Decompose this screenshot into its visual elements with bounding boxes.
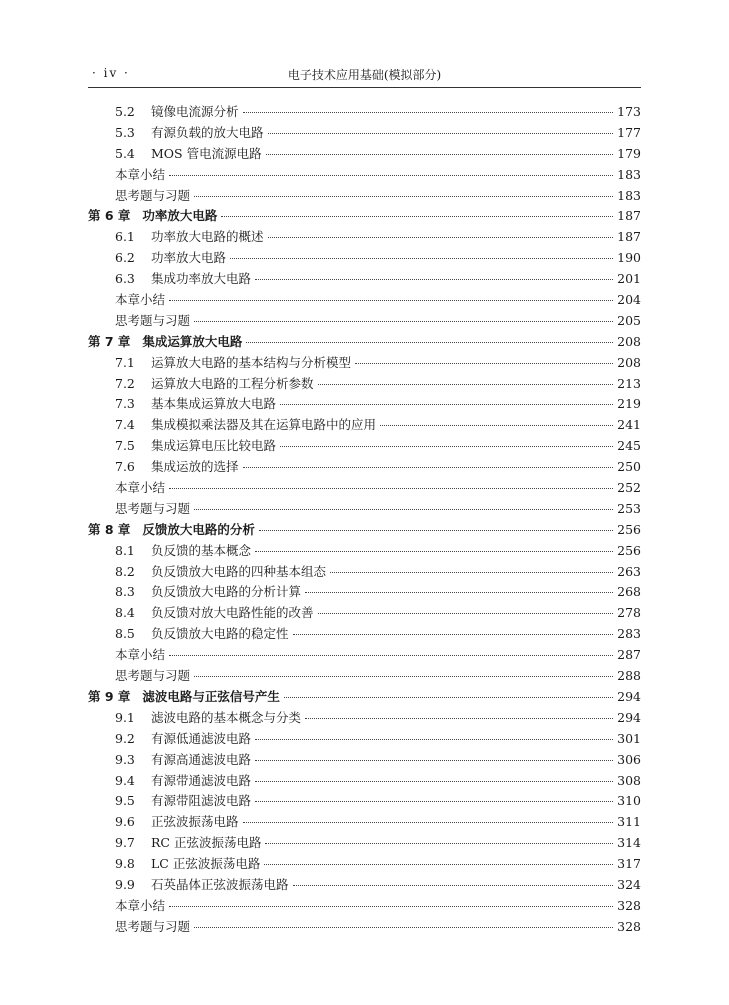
toc-entry-number: 5.4 [115, 145, 135, 161]
dot-leader [280, 404, 613, 405]
toc-entry-title: 滤波电路与正弦信号产生 [142, 688, 280, 704]
toc-entry-title: 集成运算电压比较电路 [151, 438, 277, 454]
toc-entry-page: 278 [617, 605, 641, 621]
dot-leader [255, 551, 613, 552]
dot-leader [318, 384, 614, 385]
toc-entry-page: 324 [617, 876, 641, 892]
toc-entry-title: 反馈放大电路的分析 [142, 521, 255, 537]
toc-summary-entry[interactable] [88, 917, 641, 938]
dot-leader [305, 718, 613, 719]
toc-section-entry[interactable] [88, 374, 641, 395]
toc-entry-page: 245 [617, 438, 641, 454]
toc-section-entry[interactable] [88, 562, 641, 583]
dot-leader [243, 467, 614, 468]
toc-entry-title: 思考题与习题 [115, 187, 191, 203]
toc-summary-entry[interactable] [88, 896, 641, 917]
toc-entry-title: 有源带通滤波电路 [151, 772, 252, 788]
toc-entry-page: 288 [617, 668, 641, 684]
toc-entry-page: 256 [617, 542, 641, 558]
toc-section-entry[interactable] [88, 102, 641, 123]
dot-leader [268, 237, 614, 238]
toc-entry-page: 308 [617, 772, 641, 788]
dot-leader [284, 697, 613, 698]
toc-entry-number: 5.2 [115, 104, 135, 119]
toc-entry-title: LC 正弦波振荡电路 [151, 856, 261, 872]
toc-section-entry[interactable] [88, 541, 641, 562]
toc-entry-page: 328 [617, 897, 641, 913]
toc-entry-title: 运算放大电路的基本结构与分析模型 [151, 354, 352, 370]
toc-entry-title: 有源低通滤波电路 [151, 730, 252, 746]
toc-entry-title: 功率放大电路 [151, 250, 227, 266]
dot-leader [221, 216, 613, 217]
dot-leader [169, 300, 613, 301]
toc-entry-page: 311 [617, 814, 641, 830]
dot-leader [380, 425, 613, 426]
toc-summary-entry[interactable] [88, 478, 641, 499]
toc-entry-page: 268 [617, 584, 641, 600]
toc-section-entry[interactable] [88, 415, 641, 436]
toc-entry-page: 294 [617, 688, 641, 704]
toc-summary-entry[interactable] [88, 666, 641, 687]
toc-entry-page: 179 [617, 145, 641, 161]
dot-leader [194, 927, 613, 928]
toc-entry-page: 173 [617, 104, 641, 119]
toc-entry-number: 8.1 [115, 542, 135, 558]
toc-entry-title: 思考题与习题 [115, 500, 191, 516]
toc-entry-number: 8.5 [115, 626, 135, 642]
dot-leader [255, 781, 613, 782]
toc-entry-title: 本章小结 [115, 897, 166, 913]
toc-entry-number: 7.6 [115, 459, 135, 475]
toc-entry-title: 有源高通滤波电路 [151, 751, 252, 767]
toc-entry-page: 183 [617, 187, 641, 203]
toc-entry-title: 本章小结 [115, 480, 166, 496]
toc-entry-title: 滤波电路的基本概念与分类 [151, 709, 302, 725]
toc-entry-number: 7.2 [115, 375, 135, 391]
toc-entry-title: 本章小结 [115, 166, 166, 182]
toc-entry-page: 213 [617, 375, 641, 391]
toc-section-entry[interactable] [88, 708, 641, 729]
running-header [88, 64, 641, 86]
toc-section-entry[interactable] [88, 394, 641, 415]
dot-leader [355, 363, 613, 364]
toc-entry-number: 9.6 [115, 814, 135, 830]
toc-chapter-entry[interactable] [88, 206, 641, 227]
toc-entry-number: 8.2 [115, 563, 135, 579]
toc-section-entry[interactable] [88, 582, 641, 603]
dot-leader [293, 885, 614, 886]
toc-entry-number: 8.4 [115, 605, 135, 621]
dot-leader [194, 676, 613, 677]
toc-entry-number: 6.1 [115, 229, 135, 245]
dot-leader [280, 446, 613, 447]
toc-entry-title: 本章小结 [115, 292, 166, 308]
toc-entry-page: 310 [617, 793, 641, 809]
toc-entry-title: 集成运算放大电路 [142, 333, 243, 349]
toc-section-entry[interactable] [88, 144, 641, 165]
toc-entry-number: 9.2 [115, 730, 135, 746]
toc-entry-number: 8.3 [115, 584, 135, 600]
toc-entry-title: 正弦波振荡电路 [151, 814, 239, 830]
toc-section-entry[interactable] [88, 123, 641, 144]
toc-entry-title: 有源带阻滤波电路 [151, 793, 252, 809]
toc-summary-entry[interactable] [88, 311, 641, 332]
header-rule [88, 87, 641, 88]
toc-entry-page: 253 [617, 500, 641, 516]
toc-entry-page: 287 [617, 647, 641, 663]
toc-entry-number: 6.3 [115, 271, 135, 287]
toc-entry-page: 201 [617, 271, 641, 287]
toc-section-entry[interactable] [88, 875, 641, 896]
toc-entry-page: 187 [617, 229, 641, 245]
toc-chapter-entry[interactable] [88, 520, 641, 541]
dot-leader [243, 822, 614, 823]
toc-section-entry[interactable] [88, 833, 641, 854]
book-title: 电子技术应用基础(模拟部分) [287, 68, 442, 82]
dot-leader [255, 739, 613, 740]
toc-summary-entry[interactable] [88, 499, 641, 520]
toc-entry-title: 基本集成运算放大电路 [151, 396, 277, 412]
toc-entry-number: 第 7 章 [88, 333, 131, 349]
toc-chapter-entry[interactable] [88, 332, 641, 353]
dot-leader [230, 258, 613, 259]
toc-section-entry[interactable] [88, 353, 641, 374]
toc-entry-page: 177 [617, 124, 641, 140]
toc-entry-title: 运算放大电路的工程分析参数 [151, 375, 314, 391]
toc-entry-title: 负反馈放大电路的四种基本组态 [151, 563, 327, 579]
toc-entry-title: 镜像电流源分析 [151, 104, 239, 119]
dot-leader [169, 906, 613, 907]
dot-leader [169, 655, 613, 656]
toc-entry-number: 6.2 [115, 250, 135, 266]
dot-leader [330, 572, 613, 573]
toc-section-entry[interactable] [88, 269, 641, 290]
toc-entry-page: 208 [617, 333, 641, 349]
toc-entry-page: 301 [617, 730, 641, 746]
toc-entry-title: 负反馈放大电路的稳定性 [151, 626, 289, 642]
toc-entry-number: 9.4 [115, 772, 135, 788]
toc-summary-entry[interactable] [88, 186, 641, 207]
toc-entry-page: 314 [617, 835, 641, 851]
toc-entry-number: 7.3 [115, 396, 135, 412]
toc-section-entry[interactable] [88, 227, 641, 248]
toc-section-entry[interactable] [88, 436, 641, 457]
toc-section-entry[interactable] [88, 603, 641, 624]
toc-entry-number: 第 9 章 [88, 688, 131, 704]
dot-leader [255, 760, 613, 761]
toc-entry-title: 本章小结 [115, 647, 166, 663]
toc-entry-page: 187 [617, 208, 641, 224]
toc-entry-title: 负反馈的基本概念 [151, 542, 252, 558]
toc-entry-number: 5.3 [115, 124, 135, 140]
toc-entry-page: 306 [617, 751, 641, 767]
toc-entry-number: 9.1 [115, 709, 135, 725]
toc-entry-number: 9.5 [115, 793, 135, 809]
toc-section-entry[interactable] [88, 854, 641, 875]
toc-entry-page: 190 [617, 250, 641, 266]
toc-section-entry[interactable] [88, 729, 641, 750]
toc-summary-entry[interactable] [88, 645, 641, 666]
table-of-contents [88, 102, 641, 938]
dot-leader [305, 592, 613, 593]
toc-entry-page: 183 [617, 166, 641, 182]
toc-entry-number: 9.9 [115, 876, 135, 892]
toc-entry-title: RC 正弦波振荡电路 [151, 835, 262, 851]
toc-entry-title: 集成功率放大电路 [151, 271, 252, 287]
toc-entry-title: 集成运放的选择 [151, 459, 239, 475]
toc-summary-entry[interactable] [88, 290, 641, 311]
toc-entry-number: 9.7 [115, 835, 135, 851]
toc-entry-page: 283 [617, 626, 641, 642]
toc-entry-title: 有源负载的放大电路 [151, 124, 264, 140]
toc-entry-page: 263 [617, 563, 641, 579]
dot-leader [318, 613, 614, 614]
toc-entry-number: 9.3 [115, 751, 135, 767]
toc-section-entry[interactable] [88, 750, 641, 771]
dot-leader [259, 530, 613, 531]
toc-entry-page: 204 [617, 292, 641, 308]
dot-leader [264, 864, 613, 865]
toc-entry-page: 250 [617, 459, 641, 475]
toc-entry-title: 功率放大电路 [142, 208, 218, 224]
toc-entry-page: 294 [617, 709, 641, 725]
dot-leader [268, 133, 614, 134]
toc-entry-number: 第 6 章 [88, 208, 131, 224]
toc-entry-title: 功率放大电路的概述 [151, 229, 264, 245]
toc-entry-page: 241 [617, 417, 641, 433]
dot-leader [255, 801, 613, 802]
toc-entry-number: 7.1 [115, 354, 135, 370]
dot-leader [169, 488, 613, 489]
dot-leader [255, 279, 613, 280]
toc-section-entry[interactable] [88, 771, 641, 792]
toc-entry-page: 317 [617, 856, 641, 872]
toc-entry-title: 思考题与习题 [115, 668, 191, 684]
toc-entry-number: 9.8 [115, 856, 135, 872]
toc-entry-page: 208 [617, 354, 641, 370]
toc-summary-entry[interactable] [88, 165, 641, 186]
toc-chapter-entry[interactable] [88, 687, 641, 708]
toc-section-entry[interactable] [88, 791, 641, 812]
toc-entry-page: 252 [617, 480, 641, 496]
dot-leader [169, 175, 613, 176]
toc-section-entry[interactable] [88, 248, 641, 269]
dot-leader [243, 112, 614, 113]
toc-entry-page: 219 [617, 396, 641, 412]
toc-entry-title: 思考题与习题 [115, 312, 191, 328]
toc-entry-page: 256 [617, 521, 641, 537]
dot-leader [194, 321, 613, 322]
dot-leader [293, 634, 614, 635]
dot-leader [194, 509, 613, 510]
dot-leader [266, 154, 614, 155]
toc-entry-number: 第 8 章 [88, 521, 131, 537]
toc-entry-page: 328 [617, 918, 641, 934]
toc-entry-title: 石英晶体正弦波振荡电路 [151, 876, 289, 892]
dot-leader [194, 196, 613, 197]
toc-entry-title: MOS 管电流源电路 [151, 145, 262, 161]
toc-entry-title: 集成模拟乘法器及其在运算电路中的应用 [151, 417, 377, 433]
toc-section-entry[interactable] [88, 812, 641, 833]
page-number: · iv · [92, 66, 130, 80]
toc-entry-title: 负反馈放大电路的分析计算 [151, 584, 302, 600]
toc-entry-number: 7.5 [115, 438, 135, 454]
toc-entry-number: 7.4 [115, 417, 135, 433]
dot-leader [265, 843, 613, 844]
toc-entry-title: 负反馈对放大电路性能的改善 [151, 605, 314, 621]
toc-entry-page: 205 [617, 312, 641, 328]
toc-entry-title: 思考题与习题 [115, 918, 191, 934]
dot-leader [246, 342, 613, 343]
toc-section-entry[interactable] [88, 624, 641, 645]
toc-section-entry[interactable] [88, 457, 641, 478]
